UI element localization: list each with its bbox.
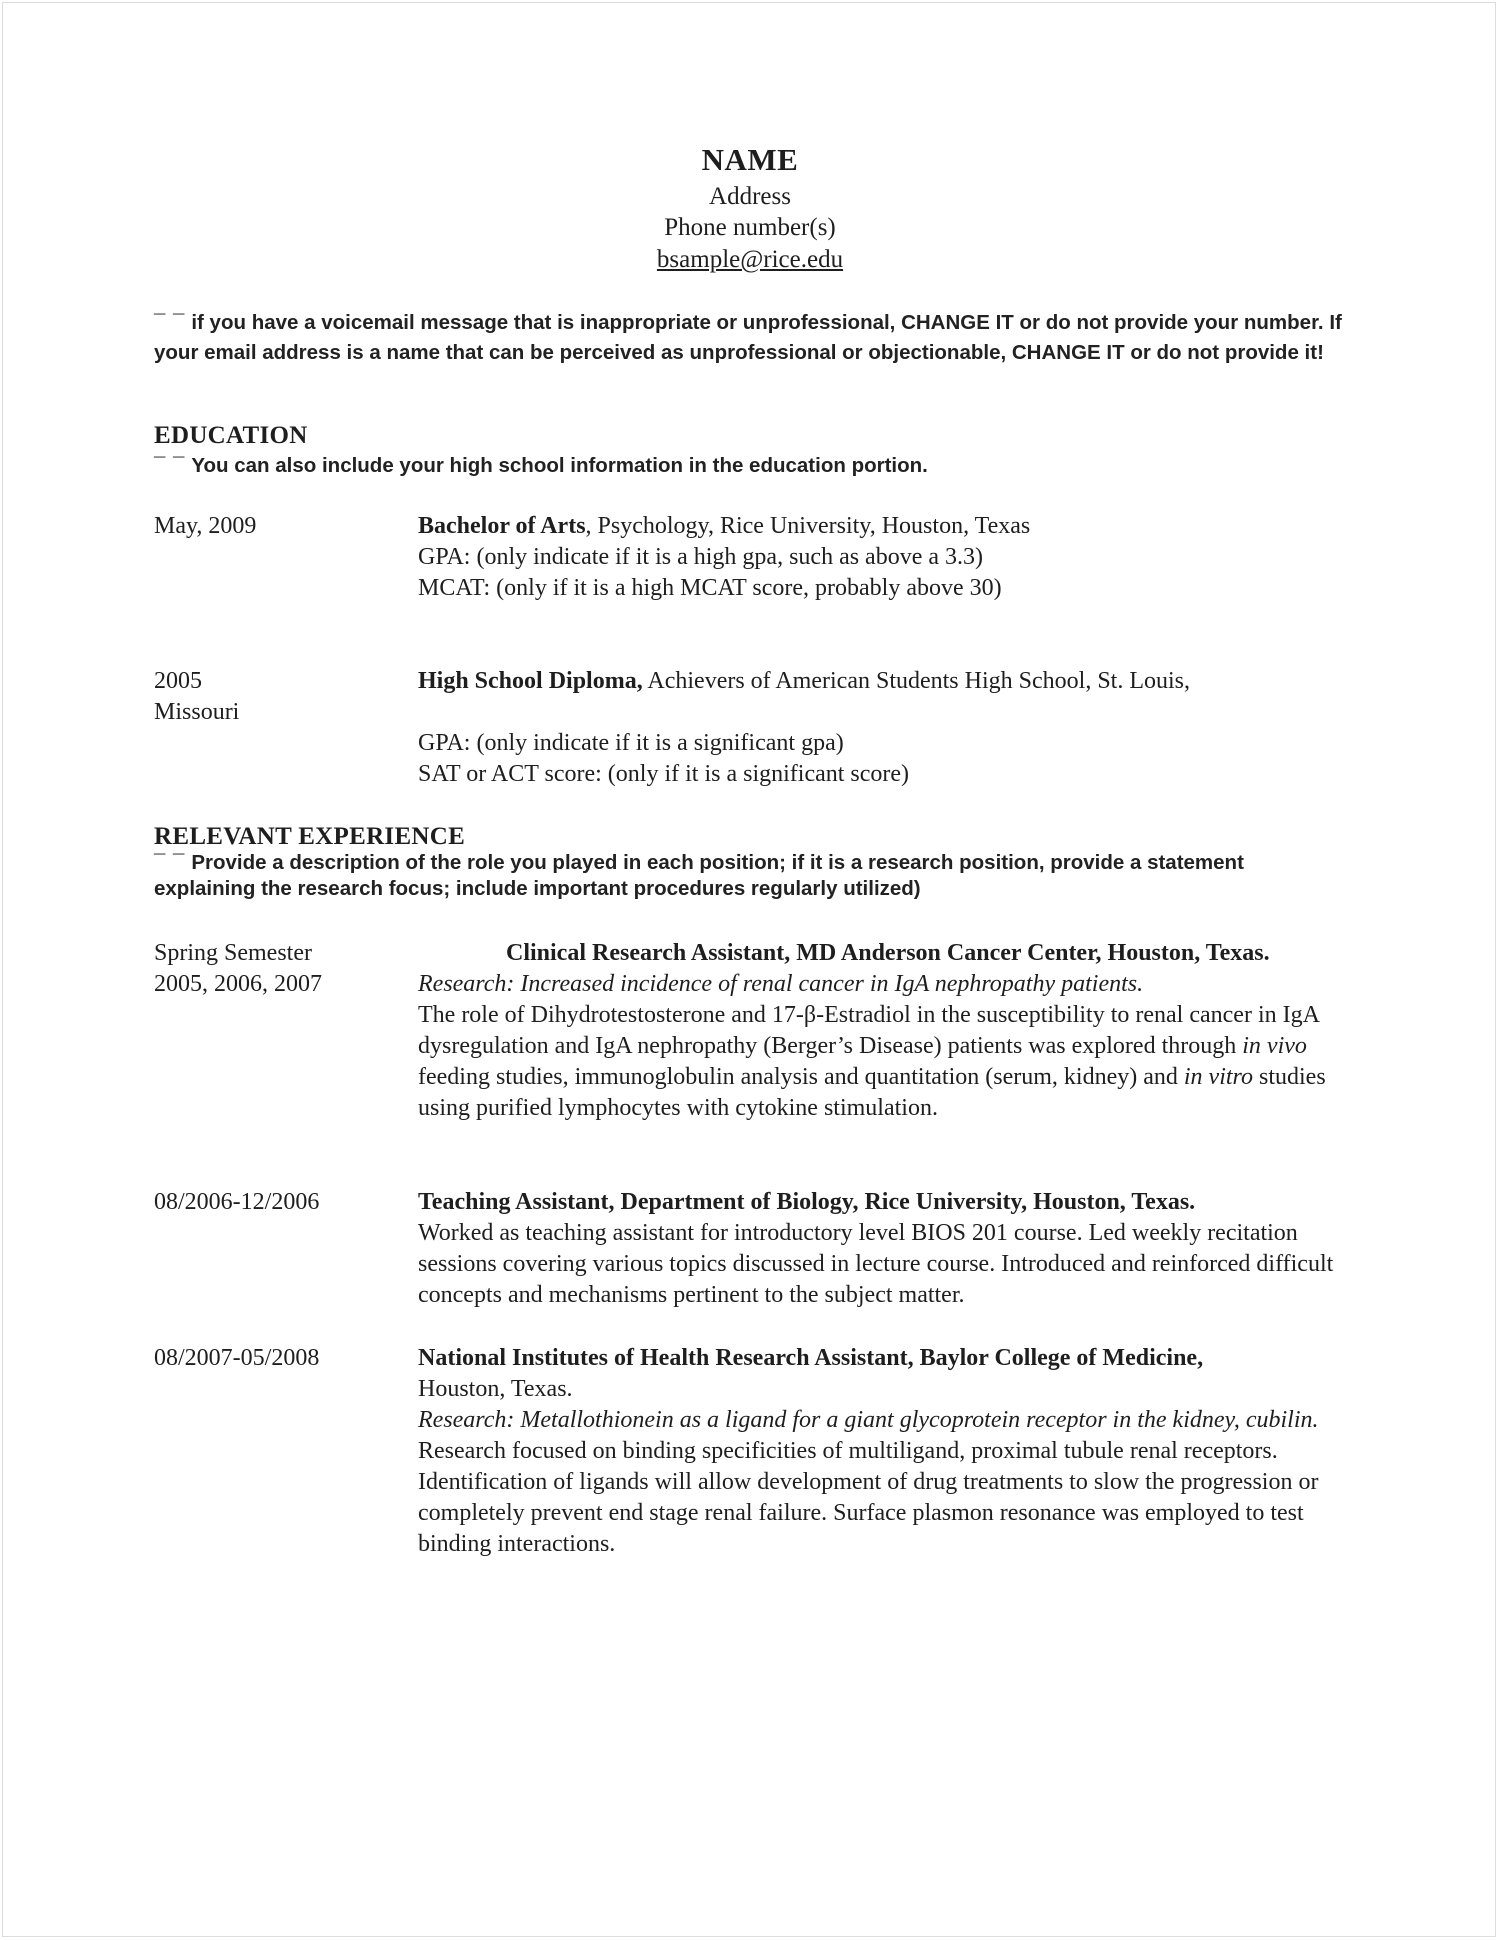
email-link[interactable]: bsample@rice.edu	[656, 246, 844, 273]
clinical-term: Spring Semester	[154, 940, 312, 966]
job-location: Houston, Texas.	[418, 1376, 573, 1402]
education-entry-high-school	[418, 666, 1368, 790]
contact-warning-text: if you have a voicemail message that is inappropriate or unprofessional, CHANGE IT or do not provide your number. If your email address is a name that can be perceived as unprofessional or objectionable, CHANGE IT or do not provide it!	[154, 311, 1342, 364]
job-description: Worked as teaching assistant for introductory level BIOS 201 course. Led weekly recitation sessions covering various topics discussed in lecture course. Introduced and reinforced difficult concepts and mechanisms pertinent to the subject matter.	[418, 1220, 1334, 1308]
resume-name: NAME	[701, 142, 799, 177]
experience-entry-teaching	[418, 1187, 1338, 1311]
research-focus: Research: Increased incidence of renal cancer in IgA nephropathy patients.	[418, 971, 1144, 997]
hs-year: 2005	[154, 668, 202, 694]
note-mark: ¯ ¯	[154, 851, 186, 874]
experience-tip-text: Provide a description of the role you played in each position; if it is a research position, provide a statement explaining the research focus; include important procedures regularly utilized)	[154, 851, 1244, 900]
education-date: May, 2009	[154, 513, 257, 539]
hs-gpa: GPA: (only indicate if it is a significant gpa)	[418, 730, 844, 756]
experience-date-teaching: 08/2006-12/2006	[154, 1189, 320, 1215]
education-heading: EDUCATION	[154, 422, 308, 449]
phone-numbers: Phone number(s)	[664, 214, 836, 241]
experience-entry-clinical	[418, 938, 1338, 1124]
job-title: National Institutes of Health Research Assistant, Baylor College of Medicine,	[418, 1345, 1204, 1371]
education-tip-text: You can also include your high school information in the education portion.	[191, 454, 928, 477]
experience-heading: RELEVANT EXPERIENCE	[154, 823, 466, 850]
education-date-hs	[154, 666, 394, 728]
hs-sat: SAT or ACT score: (only if it is a significant score)	[418, 761, 910, 787]
experience-date-clinical	[154, 938, 394, 1000]
research-focus: Research: Metallothionein as a ligand for a giant glycoprotein receptor in the kidney, cubilin.	[418, 1407, 1319, 1433]
degree-title: High School Diploma,	[418, 668, 643, 694]
degree-detail: Achievers of American Students High School, St. Louis,	[642, 668, 1190, 694]
hs-state: Missouri	[154, 699, 240, 725]
job-description: The role of Dihydrotestosterone and 17-β-Estradiol in the susceptibility to renal cancer in IgA dysregulation and IgA nephropathy (Berger’s Disease) patients was explored through in vivo feeding studies, immunoglobulin analysis and quantitation (serum, kidney) and in vitro studies using purified lymphocytes with cytokine stimulation.	[418, 1002, 1326, 1121]
experience-tip-note	[154, 850, 1334, 902]
address: Address	[709, 183, 791, 210]
experience-date-nih: 08/2007-05/2008	[154, 1345, 320, 1371]
education-entry-bachelor	[418, 511, 1048, 604]
job-title: Clinical Research Assistant, MD Anderson Cancer Center, Houston, Texas.	[506, 940, 1270, 966]
clinical-years: 2005, 2006, 2007	[154, 971, 322, 997]
note-mark: ¯ ¯	[154, 454, 186, 477]
degree-detail: , Psychology, Rice University, Houston, Texas GPA: (only indicate if it is a high gpa, such as above a 3.3) MCAT: (only if it is a high MCAT score, probably above 30)	[418, 513, 1031, 601]
note-mark: ¯ ¯	[154, 311, 186, 334]
job-title: Teaching Assistant, Department of Biology, Rice University, Houston, Texas.	[418, 1189, 1196, 1215]
job-description: Research: Metallothionein as a ligand for a giant glycoprotein receptor in the kidney, cubilin. Research focused on binding specificities of multiligand, proximal tubule renal receptors. Identification of ligands will allow development of drug treatments to slow the progression or completely prevent end stage renal failure. Surface plasmon resonance was employed to test binding interactions.	[418, 1407, 1319, 1557]
contact-warning-note	[154, 308, 1354, 368]
experience-entry-nih	[418, 1343, 1338, 1560]
degree-title: Bachelor of Arts	[418, 513, 586, 539]
education-tip-note	[154, 451, 1354, 481]
